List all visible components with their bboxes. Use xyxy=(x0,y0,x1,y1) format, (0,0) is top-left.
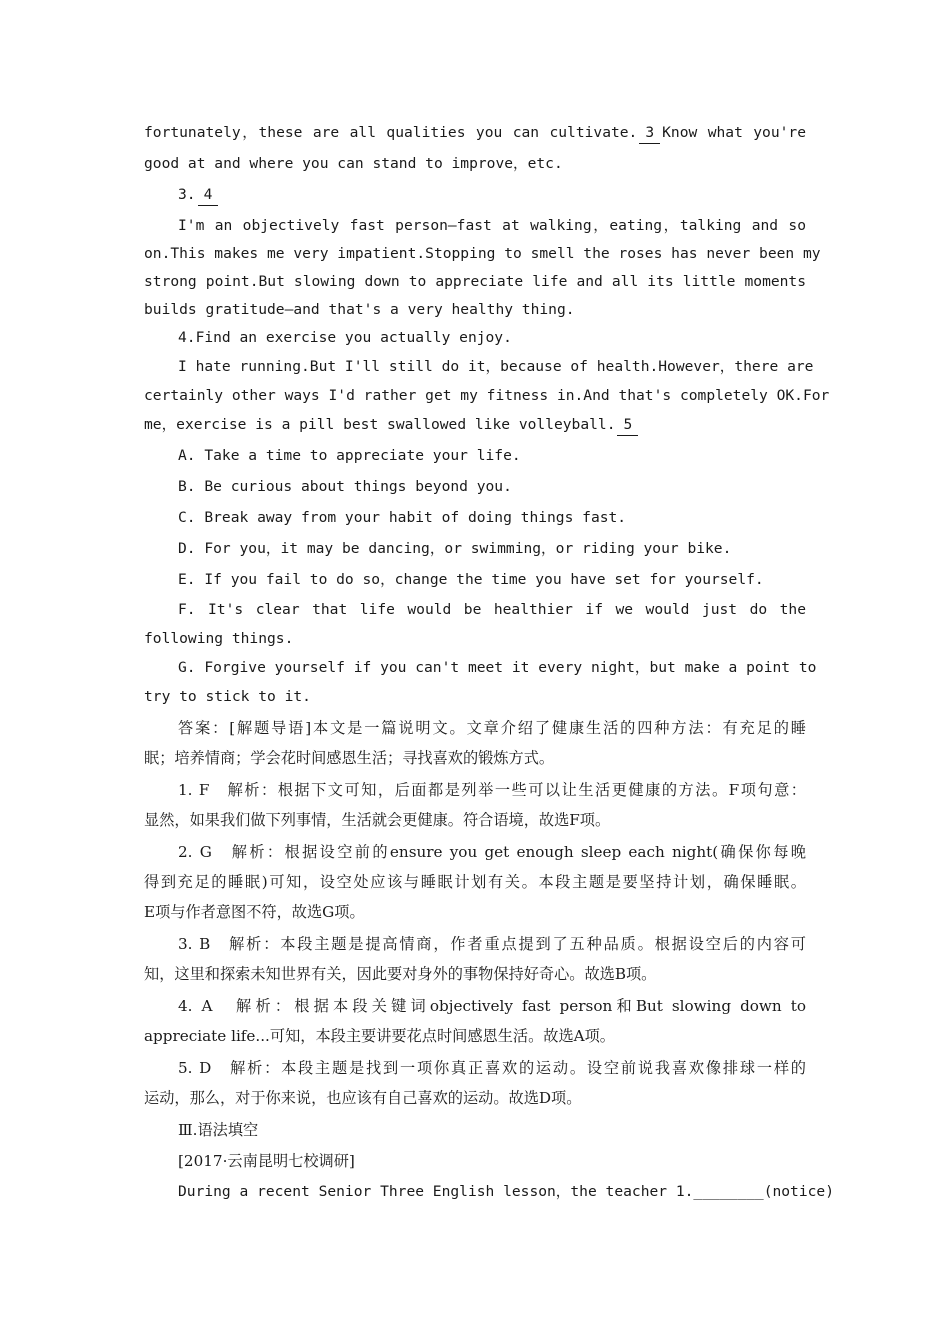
answer-1-cont: 显然，如果我们做下列事情，生活就会更健康。符合语境，故选F项。 xyxy=(144,811,611,829)
answer-intro: 答案：[解题导语]本文是一篇说明文。文章介绍了健康生活的四种方法：有充足的睡 xyxy=(178,719,806,737)
blank-4: 4 xyxy=(198,185,219,206)
passage-line: I'm an objectively fast person—fast at walking，eating，talking and so xyxy=(178,217,806,234)
passage-line: fortunately，these are all qualities you can cultivate. 3 Know what you're xyxy=(144,120,806,146)
answer-2-cont: 得到充足的睡眠)可知，设空处应该与睡眠计划有关。本段主题是要坚持计划，确保睡眠。 xyxy=(144,873,806,891)
answer-5-cont: 运动，那么，对于你来说，也应该有自己喜欢的运动。故选D项。 xyxy=(144,1089,582,1107)
option-g: G. Forgive yourself if you can't meet it every night，but make a point to xyxy=(178,659,817,676)
answer-1: 1. F 解析：根据下文可知，后面都是列举一些可以让生活更健康的方法。F项句意： xyxy=(178,781,806,799)
answer-2: 2. G 解析：根据设空前的ensure you get enough sleep each night(确保你每晚 xyxy=(178,843,806,861)
passage-line: on.This makes me very impatient.Stopping to smell the roses has never been my xyxy=(144,245,821,262)
answer-4-cont: appreciate life...可知，本段主要讲要花点时间感恩生活。故选A项。 xyxy=(144,1027,615,1045)
option-b: B. Be curious about things beyond you. xyxy=(178,478,512,495)
option-e: E. If you fail to do so，change the time you have set for yourself. xyxy=(178,571,764,588)
answer-intro-cont: 眠；培养情商；学会花时间感恩生活；寻找喜欢的锻炼方式。 xyxy=(144,749,555,767)
source-note: [2017·云南昆明七校调研] xyxy=(178,1152,355,1170)
passage-line: I hate running.But I'll still do it，because of health.However，there are xyxy=(178,358,814,375)
section-heading-3: 3. 4 xyxy=(178,182,806,208)
answer-5: 5. D 解析：本段主题是找到一项你真正喜欢的运动。设空前说我喜欢像排球一样的 xyxy=(178,1059,806,1077)
passage-line: good at and where you can stand to improve，etc. xyxy=(144,155,563,172)
option-g-cont: try to stick to it. xyxy=(144,688,311,705)
answer-3: 3. B 解析：本段主题是提高情商，作者重点提到了五种品质。根据设空后的内容可 xyxy=(178,935,806,953)
option-c: C. Break away from your habit of doing things fast. xyxy=(178,509,627,526)
answer-3-cont: 知，这里和探索未知世界有关，因此要对身外的事物保持好奇心。故选B项。 xyxy=(144,965,657,983)
answer-2-cont: E项与作者意图不符，故选G项。 xyxy=(144,903,365,921)
blank-3: 3 xyxy=(639,123,660,144)
passage-line: strong point.But slowing down to appreciate life and all its little moments xyxy=(144,273,806,290)
passage-line: builds gratitude—and that's a very healthy thing. xyxy=(144,301,575,318)
option-d: D. For you，it may be dancing，or swimming，or riding your bike. xyxy=(178,540,732,557)
passage-line: certainly other ways I'd rather get my fitness in.And that's completely OK.For xyxy=(144,387,830,404)
passage-line: During a recent Senior Three English lesson，the teacher 1.________(notice) xyxy=(178,1183,834,1200)
section-heading: Ⅲ.语法填空 xyxy=(178,1121,259,1139)
answer-4: 4. A 解析：根据本段关键词objectively fast person和But slowing down to xyxy=(178,997,806,1015)
option-f-cont: following things. xyxy=(144,630,294,647)
blank-5: 5 xyxy=(617,415,638,436)
option-f: F. It's clear that life would be healthier if we would just do the xyxy=(178,601,806,618)
option-a: A. Take a time to appreciate your life. xyxy=(178,447,521,464)
passage-line: me，exercise is a pill best swallowed like volleyball. 5 xyxy=(144,412,806,438)
section-heading-4: 4.Find an exercise you actually enjoy. xyxy=(178,329,512,346)
